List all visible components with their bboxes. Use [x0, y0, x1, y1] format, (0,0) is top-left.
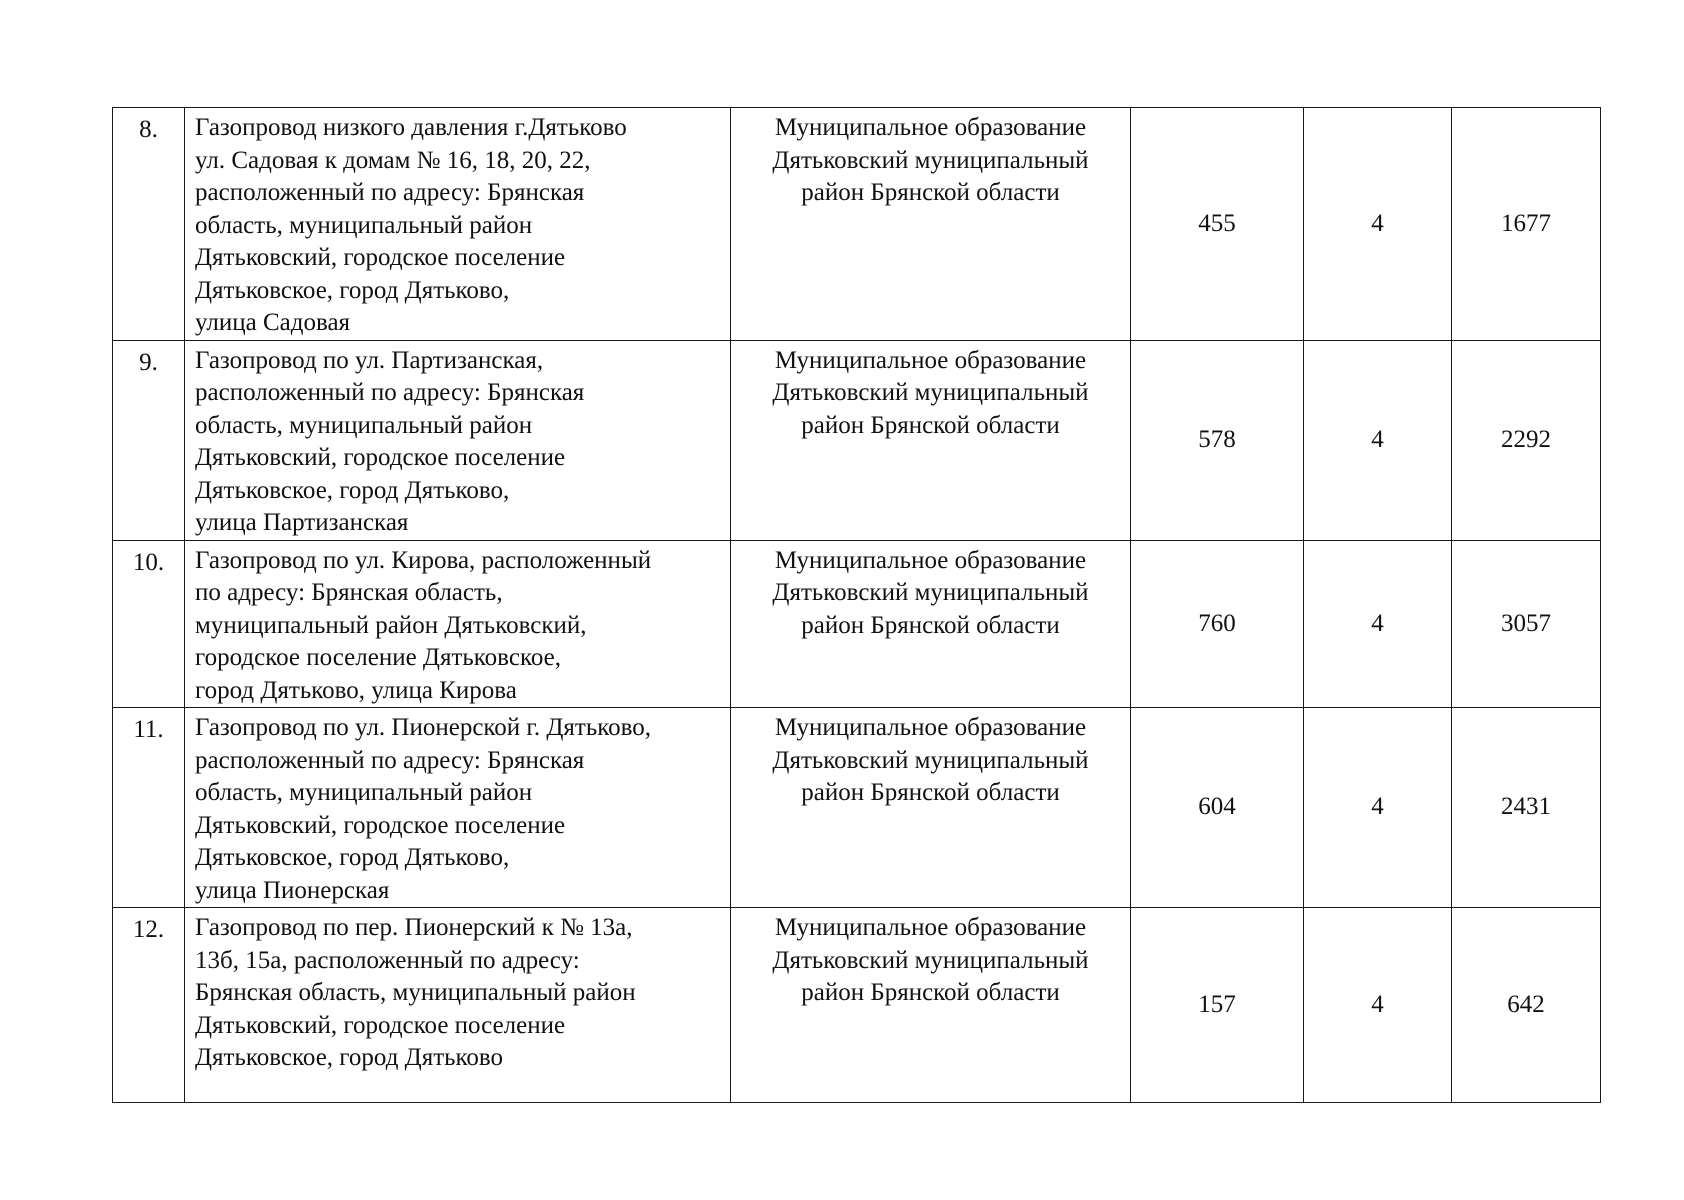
- owner-line: Дятьковский муниципальный: [772, 746, 1089, 774]
- owner-line: Муниципальное образование: [774, 914, 1087, 941]
- owner-line: Муниципальное образование: [774, 546, 1087, 574]
- description-line: Газопровод по ул. Пионерской г. Дятьково,: [195, 714, 652, 741]
- description-line: ул. Садовая к домам № 16, 18, 20, 22,: [195, 146, 591, 174]
- owner-line: Дятьковский муниципальный: [772, 946, 1089, 974]
- row-number: 11.: [113, 708, 185, 908]
- value-length: 455: [1131, 108, 1304, 341]
- description-line: область, муниципальный район: [195, 211, 533, 239]
- value-amount: 2292: [1452, 340, 1601, 540]
- description-line: расположенный по адресу: Брянская: [195, 379, 585, 406]
- value-length: 157: [1131, 908, 1304, 1103]
- description-line: Дятьковское, город Дятьково: [195, 1044, 504, 1071]
- value-length: 604: [1131, 708, 1304, 908]
- table-row: [113, 908, 1601, 1103]
- description-line: расположенный по адресу: Брянская: [195, 746, 585, 774]
- value-category: 4: [1304, 708, 1452, 908]
- value-amount: 1677: [1452, 108, 1601, 341]
- value-amount: 3057: [1452, 540, 1601, 708]
- table-row: [113, 708, 1601, 908]
- description-line: Газопровод низкого давления г.Дятьково: [195, 114, 627, 141]
- description-line: расположенный по адресу: Брянская: [195, 179, 585, 206]
- value-length: 760: [1131, 540, 1304, 708]
- gas-pipeline-table: [112, 107, 1601, 1103]
- owner-line: район Брянской области: [801, 411, 1060, 439]
- value-amount: 642: [1452, 908, 1601, 1103]
- owner-line: Муниципальное образование: [774, 114, 1087, 141]
- owner-cell: [731, 108, 1131, 341]
- description-line: по адресу: Брянская область,: [195, 579, 503, 606]
- description-line: Дятьковский, городское поселение: [195, 1011, 566, 1039]
- value-category: 4: [1304, 908, 1452, 1103]
- row-number: 9.: [113, 340, 185, 540]
- owner-line: Дятьковский муниципальный: [772, 146, 1089, 174]
- description-line: улица Садовая: [195, 309, 351, 336]
- description-line: 13б, 15а, расположенный по адресу:: [195, 946, 580, 974]
- object-description: [185, 340, 731, 540]
- table-row: [113, 340, 1601, 540]
- description-line: город Дятьково, улица Кирова: [195, 676, 517, 704]
- description-line: область, муниципальный район: [195, 779, 533, 806]
- value-category: 4: [1304, 108, 1452, 341]
- owner-cell: [731, 708, 1131, 908]
- value-category: 4: [1304, 540, 1452, 708]
- description-line: улица Пионерская: [195, 876, 390, 904]
- description-line: Брянская область, муниципальный район: [195, 979, 636, 1006]
- owner-line: район Брянской области: [801, 179, 1060, 206]
- object-description: [185, 108, 731, 341]
- row-number: 12.: [113, 908, 185, 1103]
- owner-line: район Брянской области: [801, 611, 1060, 639]
- value-length: 578: [1131, 340, 1304, 540]
- row-number: 10.: [113, 540, 185, 708]
- object-description: [185, 708, 731, 908]
- description-line: городское поселение Дятьковское,: [195, 644, 561, 671]
- description-line: Дятьковский, городское поселение: [195, 444, 566, 471]
- description-line: Дятьковское, город Дятьково,: [195, 476, 510, 504]
- table-row: [113, 108, 1601, 341]
- description-line: Газопровод по ул. Партизанская,: [195, 346, 544, 374]
- owner-line: Дятьковский муниципальный: [772, 579, 1089, 606]
- row-number: 8.: [113, 108, 185, 341]
- owner-line: Муниципальное образование: [774, 346, 1087, 374]
- owner-cell: [731, 340, 1131, 540]
- description-line: Дятьковский, городское поселение: [195, 244, 566, 271]
- object-description: [185, 908, 731, 1103]
- owner-line: район Брянской области: [801, 979, 1060, 1006]
- owner-line: Муниципальное образование: [774, 714, 1087, 741]
- description-line: Газопровод по ул. Кирова, расположенный: [195, 546, 652, 574]
- value-amount: 2431: [1452, 708, 1601, 908]
- object-description: [185, 540, 731, 708]
- owner-line: район Брянской области: [801, 779, 1060, 806]
- description-line: область, муниципальный район: [195, 411, 533, 439]
- owner-cell: [731, 908, 1131, 1103]
- description-line: Газопровод по пер. Пионерский к № 13а,: [195, 914, 633, 941]
- description-line: Дятьковское, город Дятьково,: [195, 844, 510, 871]
- owner-cell: [731, 540, 1131, 708]
- description-line: Дятьковское, город Дятьково,: [195, 276, 510, 304]
- description-line: Дятьковский, городское поселение: [195, 811, 566, 839]
- description-line: улица Партизанская: [195, 509, 409, 536]
- description-line: муниципальный район Дятьковский,: [195, 611, 587, 639]
- table-row: [113, 540, 1601, 708]
- value-category: 4: [1304, 340, 1452, 540]
- owner-line: Дятьковский муниципальный: [772, 379, 1089, 406]
